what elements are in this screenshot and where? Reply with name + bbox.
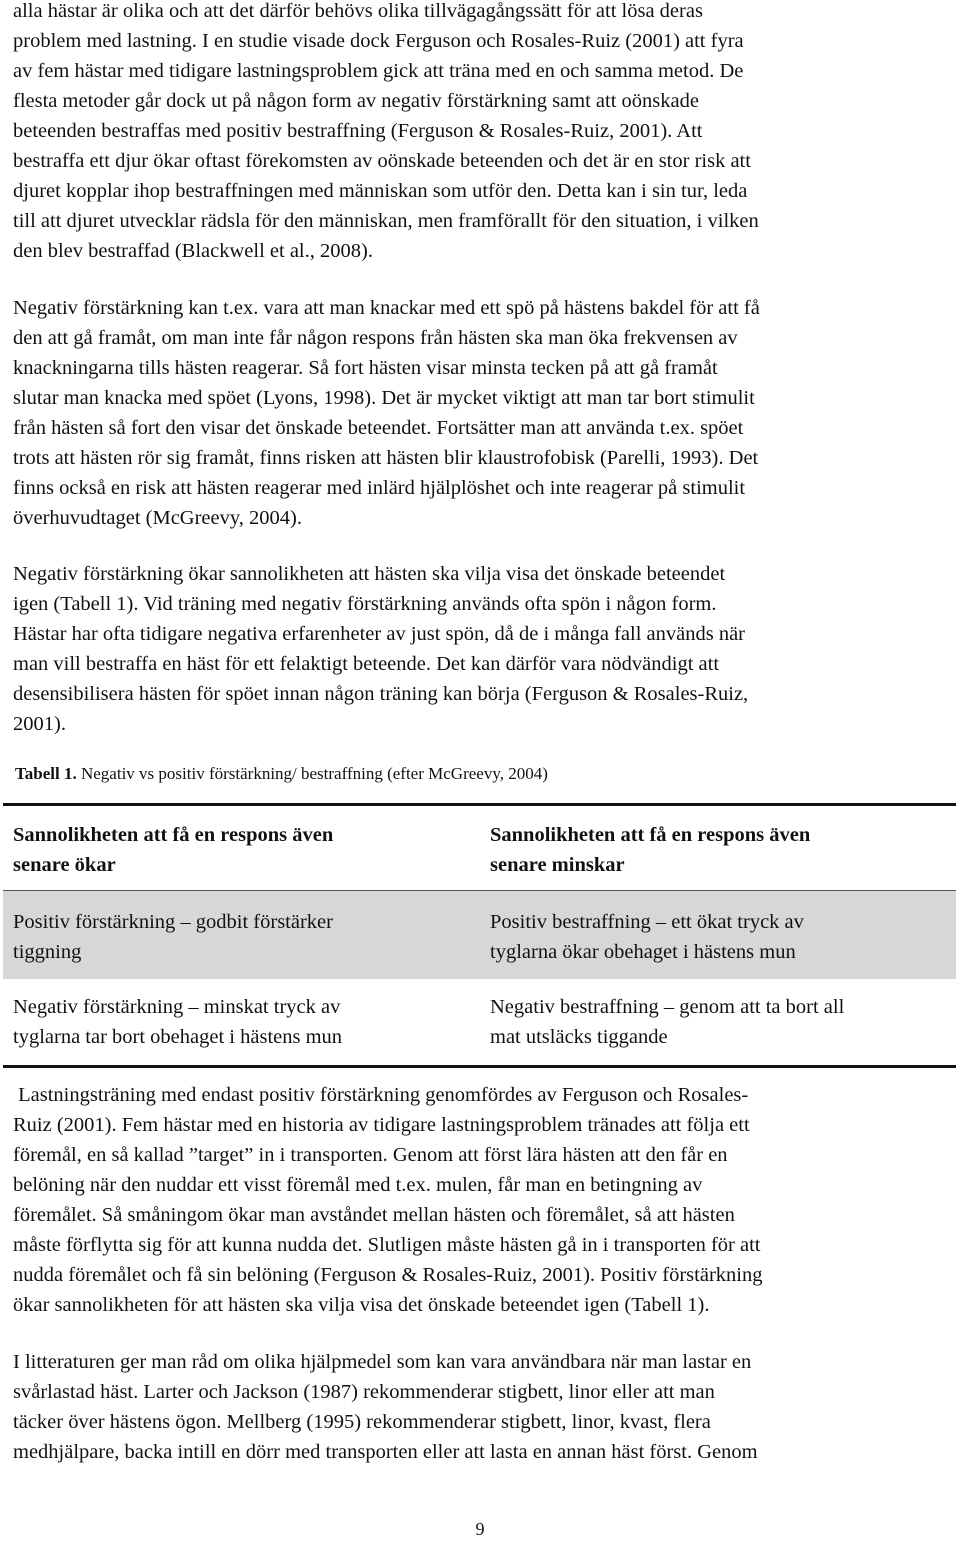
table-header-line: senare minskar [490,854,625,876]
text-line: måste förflytta sig för att kunna nudda det. Slutligen måste hästen gå in i transporten för att [13,1234,761,1256]
text-line: ökar sannolikheten för att hästen ska vilja visa det önskade beteendet igen (Tabell 1). [13,1294,710,1316]
text-line: Negativ förstärkning ökar sannolikheten att hästen ska vilja visa det önskade beteendet [13,563,726,585]
table-cell-line: tiggning [13,941,82,963]
text-line: man vill bestraffa en häst för ett felaktigt beteende. Det kan därför vara nödvändigt att [13,653,720,675]
table-cell-line: mat utsläcks tiggande [490,1026,668,1048]
table-header-line: Sannolikheten att få en respons även [13,824,334,846]
text-line: Lastningsträning med endast positiv förstärkning genomfördes av Ferguson och Rosales- [13,1084,749,1106]
text-line: finns också en risk att hästen reagerar med inlärd hjälplöshet och inte reagerar på stimulit [13,477,746,499]
table-cell-line: Positiv bestraffning – ett ökat tryck av [490,911,804,933]
page-number: 9 [475,1519,485,1539]
text-line: problem med lastning. I en studie visade dock Ferguson och Rosales-Ruiz (2001) att fyra [13,30,744,52]
text-line: Ruiz (2001). Fem hästar med en historia av tidigare lastningsproblem tränades att följa ett [13,1114,750,1136]
text-line: från hästen så fort den visar det önskade beteendet. Fortsätter man att använda t.ex. spöet [13,417,744,439]
text-line: alla hästar är olika och att det därför behövs olika tillvägagångssätt för att lösa deras [13,0,703,22]
table-cell-line: Positiv förstärkning – godbit förstärker [13,911,333,933]
table-header-line: Sannolikheten att få en respons även [490,824,811,846]
table-cell-negative-reinforcement [13,992,342,1052]
text-line: täcker över hästens ögon. Mellberg (1995) rekommenderar stigbett, linor, kvast, flera [13,1411,711,1433]
text-line: bestraffa ett djur ökar oftast förekomsten av oönskade beteenden och det är en stor risk att [13,150,751,172]
table-caption-label: Tabell 1. [15,764,77,783]
paragraph-5 [13,1347,945,1467]
text-line: medhjälpare, backa intill en dörr med transporten eller att lasta en annan häst först. Genom [13,1441,758,1463]
table-header-right [490,820,810,880]
text-line: överhuvudtaget (McGreevy, 2004). [13,507,302,529]
text-line: beteenden bestraffas med positiv bestraffning (Ferguson & Rosales-Ruiz, 2001). Att [13,120,703,142]
paragraph-3 [13,559,945,739]
paragraph-1 [13,0,945,266]
text-line: svårlastad häst. Larter och Jackson (1987) rekommenderar stigbett, linor eller att man [13,1381,715,1403]
table-cell-line: Negativ förstärkning – minskat tryck av [13,996,341,1018]
text-line: slutar man knacka med spöet (Lyons, 1998). Det är mycket viktigt att man tar bort stimulit [13,387,755,409]
table-header-left [13,820,333,880]
text-line: igen (Tabell 1). Vid träning med negativ förstärkning används ofta spön i någon form. [13,593,717,615]
text-line: knackningarna tills hästen reagerar. Så fort hästen visar minsta tecken på att gå framåt [13,357,718,379]
text-line: den blev bestraffad (Blackwell et al., 2008). [13,240,373,262]
table-caption [15,762,548,786]
table-caption-text: Negativ vs positiv förstärkning/ bestraffning (efter McGreevy, 2004) [76,764,548,783]
paragraph-4 [13,1080,945,1320]
text-line: 2001). [13,713,66,735]
table-cell-positive-punishment [490,907,804,967]
table-cell-line: tyglarna tar bort obehaget i hästens mun [13,1026,343,1048]
text-line: till att djuret utvecklar rädsla för den människan, men framförallt för den situation, i vilken [13,210,759,232]
table-bottom-rule [3,1065,956,1068]
table-cell-negative-punishment [490,992,844,1052]
table-top-rule [3,803,956,806]
text-line: nudda föremålet och få sin belöning (Ferguson & Rosales-Ruiz, 2001). Positiv förstärkning [13,1264,763,1286]
text-line: föremålet. Så småningom ökar man avståndet mellan hästen och föremålet, så att hästen [13,1204,735,1226]
table-cell-line: Negativ bestraffning – genom att ta bort all [490,996,845,1018]
text-line: I litteraturen ger man råd om olika hjälpmedel som kan vara användbara när man lastar en [13,1351,752,1373]
text-line: belöning när den nuddar ett visst föremål med t.ex. mulen, får man en betingning av [13,1174,703,1196]
text-line: den att gå framåt, om man inte får någon respons från hästen ska man öka frekvensen av [13,327,738,349]
table-cell-line: tyglarna ökar obehaget i hästens mun [490,941,796,963]
text-line: desensibilisera hästen för spöet innan någon träning kan börja (Ferguson & Rosales-Ruiz, [13,683,749,705]
text-line: av fem hästar med tidigare lastningsproblem gick att träna med en och samma metod. De [13,60,744,82]
text-line: föremål, en så kallad ”target” in i transporten. Genom att först lära hästen att den får en [13,1144,728,1166]
text-line: flesta metoder går dock ut på någon form av negativ förstärkning samt att oönskade [13,90,699,112]
text-line: djuret kopplar ihop bestraffningen med människan som utför den. Detta kan i sin tur, leda [13,180,748,202]
paragraph-2 [13,293,945,533]
text-line: Hästar har ofta tidigare negativa erfarenheter av just spön, då de i många fall används när [13,623,745,645]
table-cell-positive-reinforcement [13,907,333,967]
text-line: Negativ förstärkning kan t.ex. vara att man knackar med ett spö på hästens bakdel för att få [13,297,760,319]
table-header-line: senare ökar [13,854,116,876]
text-line: trots att hästen rör sig framåt, finns risken att hästen blir klaustrofobisk (Parelli, 1993). Det [13,447,759,469]
